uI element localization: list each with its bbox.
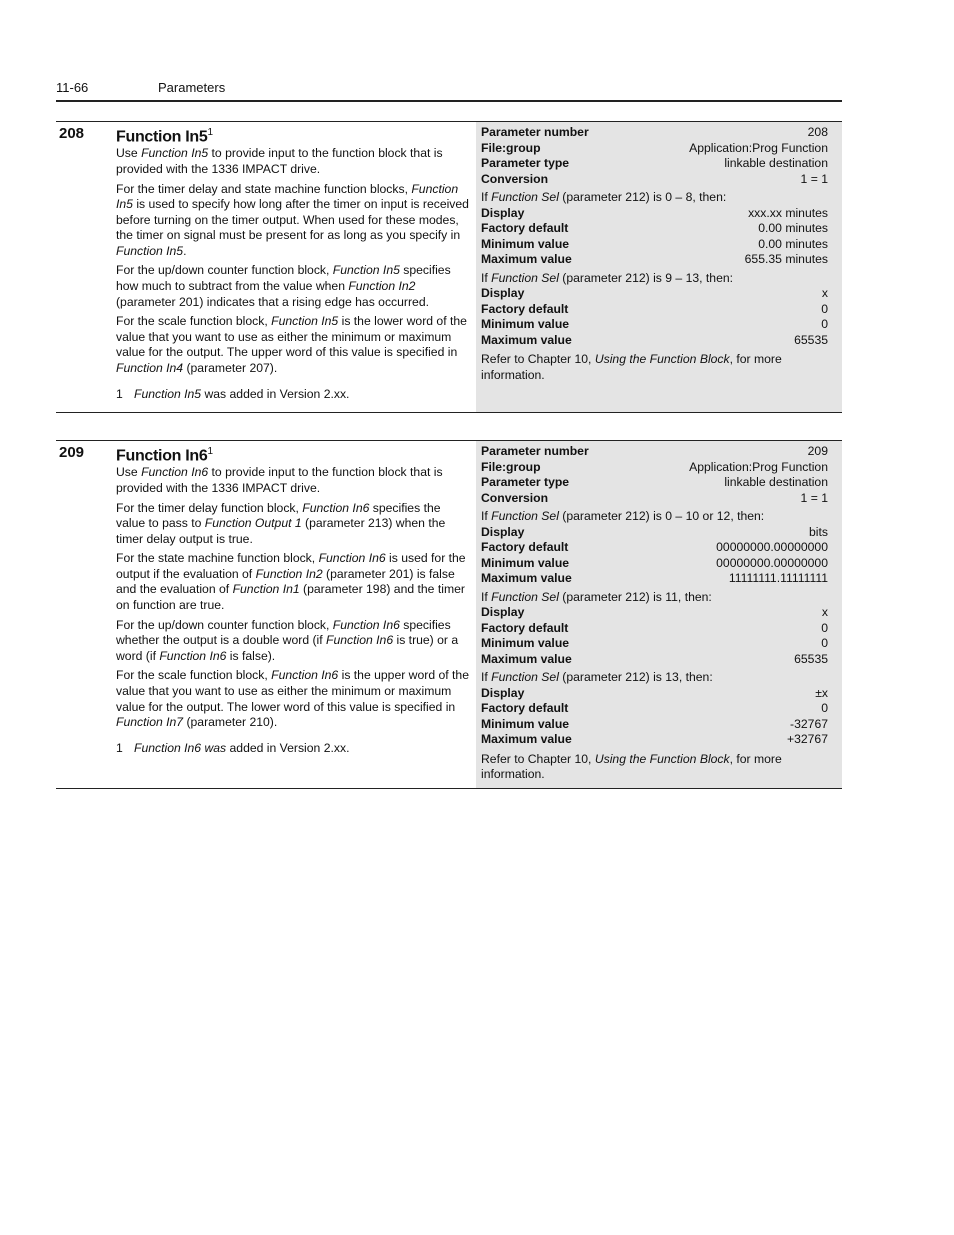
info-value: 65535	[794, 651, 828, 666]
condition-text	[481, 509, 828, 525]
italic-reference: Function In5	[116, 243, 184, 258]
text-run: (parameter 201) is false and the evaluation of	[116, 566, 455, 597]
text-run: (parameter 210).	[183, 715, 278, 730]
italic-reference: Function In6	[332, 617, 400, 632]
parameter-description	[116, 441, 472, 755]
description-paragraph	[116, 465, 472, 496]
info-row	[481, 141, 828, 157]
info-row	[481, 636, 828, 652]
info-label: Maximum value	[481, 651, 572, 666]
info-value: 655.35 minutes	[744, 252, 828, 266]
info-row	[481, 172, 828, 188]
text-run: (parameter 212) is 13, then:	[558, 670, 713, 684]
page-header	[56, 80, 842, 102]
page-number: 11-66	[56, 80, 89, 95]
info-label: Display	[481, 286, 525, 300]
text-run: For the state machine function block,	[116, 551, 319, 566]
description-paragraph	[116, 182, 472, 260]
parameter-number: 209	[59, 444, 85, 461]
text-run: For the up/down counter function block,	[116, 617, 333, 632]
info-value: 208	[807, 125, 828, 139]
text-run: (parameter 212) is 0 – 8, then:	[558, 190, 727, 204]
info-label: Minimum value	[481, 317, 570, 331]
info-value: x	[821, 286, 828, 300]
info-label: Display	[481, 605, 525, 619]
section-title: Parameters	[158, 80, 226, 95]
footnote-number: 1	[116, 740, 123, 755]
info-value: 0.00 minutes	[758, 221, 828, 235]
italic-reference: Function In2	[348, 279, 416, 294]
info-label: File:group	[481, 459, 541, 474]
text-run: , for more information.	[481, 352, 782, 382]
condition-text	[481, 271, 828, 287]
italic-reference: Function In5	[141, 146, 209, 161]
text-run: (parameter 198) and the timer on function are true.	[116, 582, 465, 613]
info-value: linkable destination	[724, 475, 828, 489]
description-paragraph	[116, 314, 472, 376]
info-label: Factory default	[481, 301, 569, 316]
info-label: File:group	[481, 140, 541, 155]
info-row	[481, 475, 828, 491]
info-value: 0	[821, 301, 828, 316]
info-value: bits	[809, 524, 828, 539]
info-row	[481, 732, 828, 748]
info-row	[481, 444, 828, 460]
info-value: 0	[821, 636, 828, 650]
info-row	[481, 652, 828, 668]
footnote	[116, 741, 472, 755]
italic-reference: Function In6	[326, 633, 394, 648]
info-value: Application:Prog Function	[689, 140, 828, 155]
text-run: Refer to Chapter 10,	[481, 751, 595, 766]
footnote-number: 1	[116, 386, 123, 401]
parameter-number: 208	[59, 125, 85, 142]
parameter-title	[116, 127, 472, 146]
info-row	[481, 125, 828, 141]
description-paragraph	[116, 146, 472, 177]
text-run: Refer to Chapter 10,	[481, 352, 595, 366]
text-run: For the scale function block,	[116, 668, 272, 683]
parameter-info-panel	[476, 122, 842, 412]
info-value: 00000000.00000000	[716, 555, 828, 570]
text-run: (parameter 201) indicates that a rising edge has occurred.	[116, 294, 429, 309]
info-label: Parameter number	[481, 444, 589, 458]
text-run: to provide input to the function block that is provided with the 1336 IMPACT drive.	[116, 146, 443, 176]
italic-reference: Function Sel	[491, 270, 559, 285]
text-run: Use	[116, 465, 142, 480]
italic-reference: Function In6	[302, 500, 370, 515]
info-label: Display	[481, 685, 525, 700]
description-paragraph	[116, 263, 472, 310]
italic-reference: Function In6	[159, 648, 227, 663]
info-label: Display	[481, 205, 525, 220]
footnote	[116, 387, 472, 401]
description-paragraphs	[116, 146, 472, 376]
italic-reference: Function Output 1	[204, 516, 302, 531]
italic-reference: Using the Function Block	[594, 751, 730, 766]
text-run: If	[481, 509, 492, 523]
italic-reference: Function In6 was	[134, 740, 227, 755]
info-value: 0	[821, 701, 828, 715]
info-label: Maximum value	[481, 732, 572, 746]
info-label: Conversion	[481, 171, 549, 186]
info-label: Display	[481, 524, 525, 539]
italic-reference: Function In6	[141, 465, 209, 480]
text-run: is used for the output if the evaluation of	[116, 551, 466, 581]
info-value: 65535	[794, 332, 828, 347]
text-run: (parameter 212) is 0 – 10 or 12, then:	[558, 509, 765, 523]
text-run: to provide input to the function block that is provided with the 1336 IMPACT drive.	[116, 465, 443, 495]
reference-note	[481, 352, 828, 383]
info-row	[481, 252, 828, 268]
text-run: For the timer delay and state machine function blocks,	[116, 181, 412, 196]
info-label: Factory default	[481, 701, 569, 715]
info-label: Maximum value	[481, 571, 572, 585]
text-run: is used to specify how long after the timer on input is received before turning on the timer output. When used for these modes, the timer on signal must be present for as long as you specify in	[116, 197, 469, 243]
italic-reference: Using the Function Block	[594, 352, 730, 366]
info-label: Minimum value	[481, 555, 570, 570]
info-label: Factory default	[481, 620, 569, 635]
info-row	[481, 525, 828, 541]
italic-reference: Function In2	[255, 566, 323, 581]
info-row	[481, 605, 828, 621]
text-run: is the upper word of the value that you want to use as either the minimum or maximum value for the output. The lower word of this value is specified in	[116, 668, 469, 714]
info-label: Factory default	[481, 221, 569, 235]
parameter-209-entry	[56, 440, 842, 789]
info-label: Minimum value	[481, 236, 570, 251]
info-row	[481, 540, 828, 556]
info-value: x	[821, 605, 828, 619]
reference-note	[481, 752, 828, 783]
description-paragraph	[116, 551, 472, 613]
text-run: (parameter 212) is 9 – 13, then:	[558, 270, 734, 285]
info-row	[481, 686, 828, 702]
italic-reference: Function Sel	[491, 509, 559, 523]
parameter-title-text: Function In6	[116, 447, 208, 465]
parameter-description	[116, 122, 472, 401]
text-run: is true) or a word (if	[116, 633, 459, 663]
description-paragraph	[116, 668, 472, 730]
text-run: added in Version 2.xx.	[226, 740, 350, 755]
info-value: 00000000.00000000	[716, 540, 828, 554]
info-value: xxx.xx minutes	[748, 205, 828, 220]
info-value: Application:Prog Function	[689, 459, 828, 474]
info-value: 1 = 1	[800, 490, 828, 505]
italic-reference: Function In4	[116, 361, 184, 376]
condition-text	[481, 590, 828, 606]
info-row	[481, 237, 828, 253]
text-run: Use	[116, 146, 142, 161]
info-label: Maximum value	[481, 252, 572, 266]
info-label: Minimum value	[481, 636, 570, 650]
info-value: +32767	[786, 732, 828, 746]
description-paragraphs	[116, 465, 472, 731]
info-label: Parameter type	[481, 156, 570, 170]
info-value: 11111111.11111111	[728, 571, 828, 585]
text-run: (parameter 213) when the timer delay output is true.	[116, 516, 446, 546]
info-value: 209	[807, 444, 828, 458]
info-row	[481, 621, 828, 637]
info-label: Conversion	[481, 490, 549, 505]
info-row	[481, 701, 828, 717]
text-run: specifies whether the output is a double word (if	[116, 617, 451, 648]
parameter-208-entry	[56, 121, 842, 413]
italic-reference: Function In5	[134, 386, 202, 401]
info-value: ±x	[815, 685, 828, 700]
condition-text	[481, 190, 828, 206]
info-label: Factory default	[481, 540, 569, 554]
info-row	[481, 302, 828, 318]
italic-reference: Function In5	[332, 263, 400, 278]
italic-reference: Function In5	[271, 314, 339, 329]
footnote-marker: 1	[207, 127, 213, 138]
description-paragraph	[116, 501, 472, 548]
info-row	[481, 206, 828, 222]
condition-text	[481, 670, 828, 686]
text-run: For the timer delay function block,	[116, 500, 303, 515]
text-run: If	[481, 589, 492, 604]
text-run: is false).	[226, 648, 276, 663]
italic-reference: Function In7	[116, 715, 184, 730]
description-paragraph	[116, 618, 472, 665]
info-value: 0	[821, 620, 828, 635]
text-run: (parameter 207).	[183, 361, 278, 376]
info-value: 0	[821, 317, 828, 331]
text-run: was added in Version 2.xx.	[201, 386, 350, 401]
text-run: (parameter 212) is 11, then:	[558, 589, 712, 604]
italic-reference: Function In6	[271, 668, 339, 683]
info-row	[481, 156, 828, 172]
info-row	[481, 717, 828, 733]
info-row	[481, 571, 828, 587]
text-run: If	[481, 670, 492, 684]
parameter-title-text: Function In5	[116, 128, 208, 146]
parameter-info-panel	[476, 441, 842, 788]
info-value: 0.00 minutes	[758, 236, 828, 251]
info-label: Parameter type	[481, 475, 570, 489]
info-label: Minimum value	[481, 716, 570, 731]
info-label: Maximum value	[481, 332, 572, 347]
text-run: For the scale function block,	[116, 314, 272, 329]
text-run: .	[183, 243, 187, 258]
parameter-title	[116, 446, 472, 465]
italic-reference: Function Sel	[491, 190, 559, 204]
info-row	[481, 317, 828, 333]
info-row	[481, 491, 828, 507]
info-row	[481, 460, 828, 476]
info-row	[481, 333, 828, 349]
italic-reference: Function In6	[318, 551, 386, 566]
info-value: -32767	[790, 716, 828, 731]
text-run: , for more information.	[481, 751, 782, 782]
info-row	[481, 556, 828, 572]
text-run: If	[481, 270, 492, 285]
info-value: linkable destination	[724, 156, 828, 170]
text-run: is the lower word of the value that you want to use as either the minimum or maximum value for the output. The upper word of this value is specified in	[116, 314, 467, 360]
info-label: Parameter number	[481, 125, 589, 139]
italic-reference: Function Sel	[491, 589, 559, 604]
footnote-marker: 1	[207, 446, 213, 457]
info-value: 1 = 1	[800, 171, 828, 186]
text-run: specifies how much to subtract from the value when	[116, 263, 451, 294]
info-row	[481, 221, 828, 237]
italic-reference: Function Sel	[491, 670, 559, 684]
italic-reference: Function In5	[116, 181, 459, 212]
text-run: specifies the value to pass to	[116, 500, 441, 531]
italic-reference: Function In1	[232, 582, 300, 597]
info-row	[481, 286, 828, 302]
text-run: If	[481, 190, 492, 204]
text-run: For the up/down counter function block,	[116, 263, 333, 278]
